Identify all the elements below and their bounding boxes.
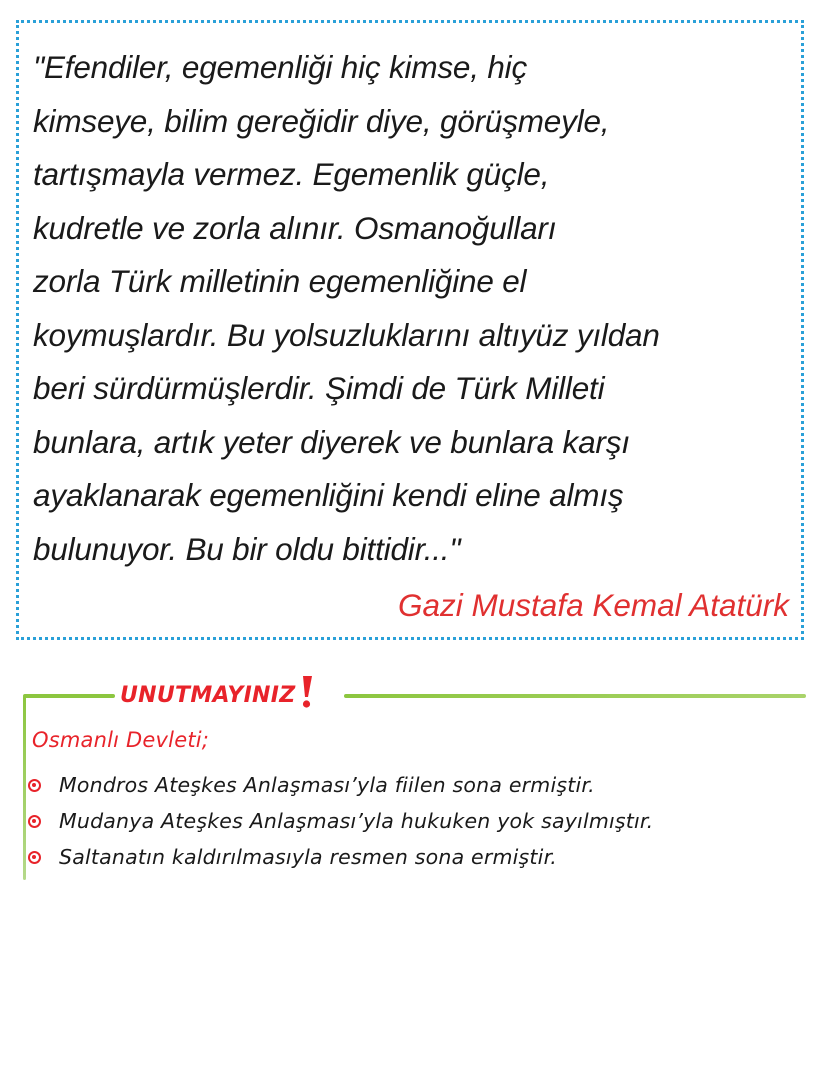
reminder-header <box>120 675 314 715</box>
reminder-left-border <box>23 696 26 880</box>
quote-text: "Efendiler, egemenliği hiç kimse, hiç kimseye, bilim gereğidir diye, görüşmeyle, tartışmayla vermez. Egemenlik güçle, kudretle ve zorla alınır. Osmanoğulları zorla Türk milletinin egemenliğine el koymuşlardır. Bu yolsuzluklarını altıyüz yıldan beri sürdürmüşlerdir. Şimdi de Türk Milleti bunlara, artık yeter diyerek ve bunlara karşı ayaklanarak egemenliğini kendi eline almış bulunuyor. Bu bir oldu bittidir..." <box>33 49 660 567</box>
reminder-title: UNUTMAYINIZ <box>120 682 296 708</box>
list-item <box>28 839 653 875</box>
quote-author: Gazi Mustafa Kemal Atatürk <box>398 587 789 623</box>
list-item <box>28 767 653 803</box>
bullet-icon <box>28 779 41 792</box>
list-item-text: Saltanatın kaldırılmasıyla resmen sona ermiştir. <box>59 845 558 869</box>
quote-box <box>16 20 804 640</box>
reminder-subtitle: Osmanlı Devleti; <box>32 728 210 752</box>
bullet-icon <box>28 815 41 828</box>
reminder-list <box>28 767 653 875</box>
list-item-text: Mudanya Ateşkes Anlaşması’yla hukuken yok sayılmıştır. <box>59 809 654 833</box>
reminder-header-line-left <box>23 694 115 698</box>
exclamation-icon <box>300 675 314 709</box>
reminder-header-line-right <box>344 694 806 698</box>
bullet-icon <box>28 851 41 864</box>
reminder-box <box>18 672 808 892</box>
list-item-text: Mondros Ateşkes Anlaşması’yla fiilen sona ermiştir. <box>59 773 595 797</box>
list-item <box>28 803 653 839</box>
